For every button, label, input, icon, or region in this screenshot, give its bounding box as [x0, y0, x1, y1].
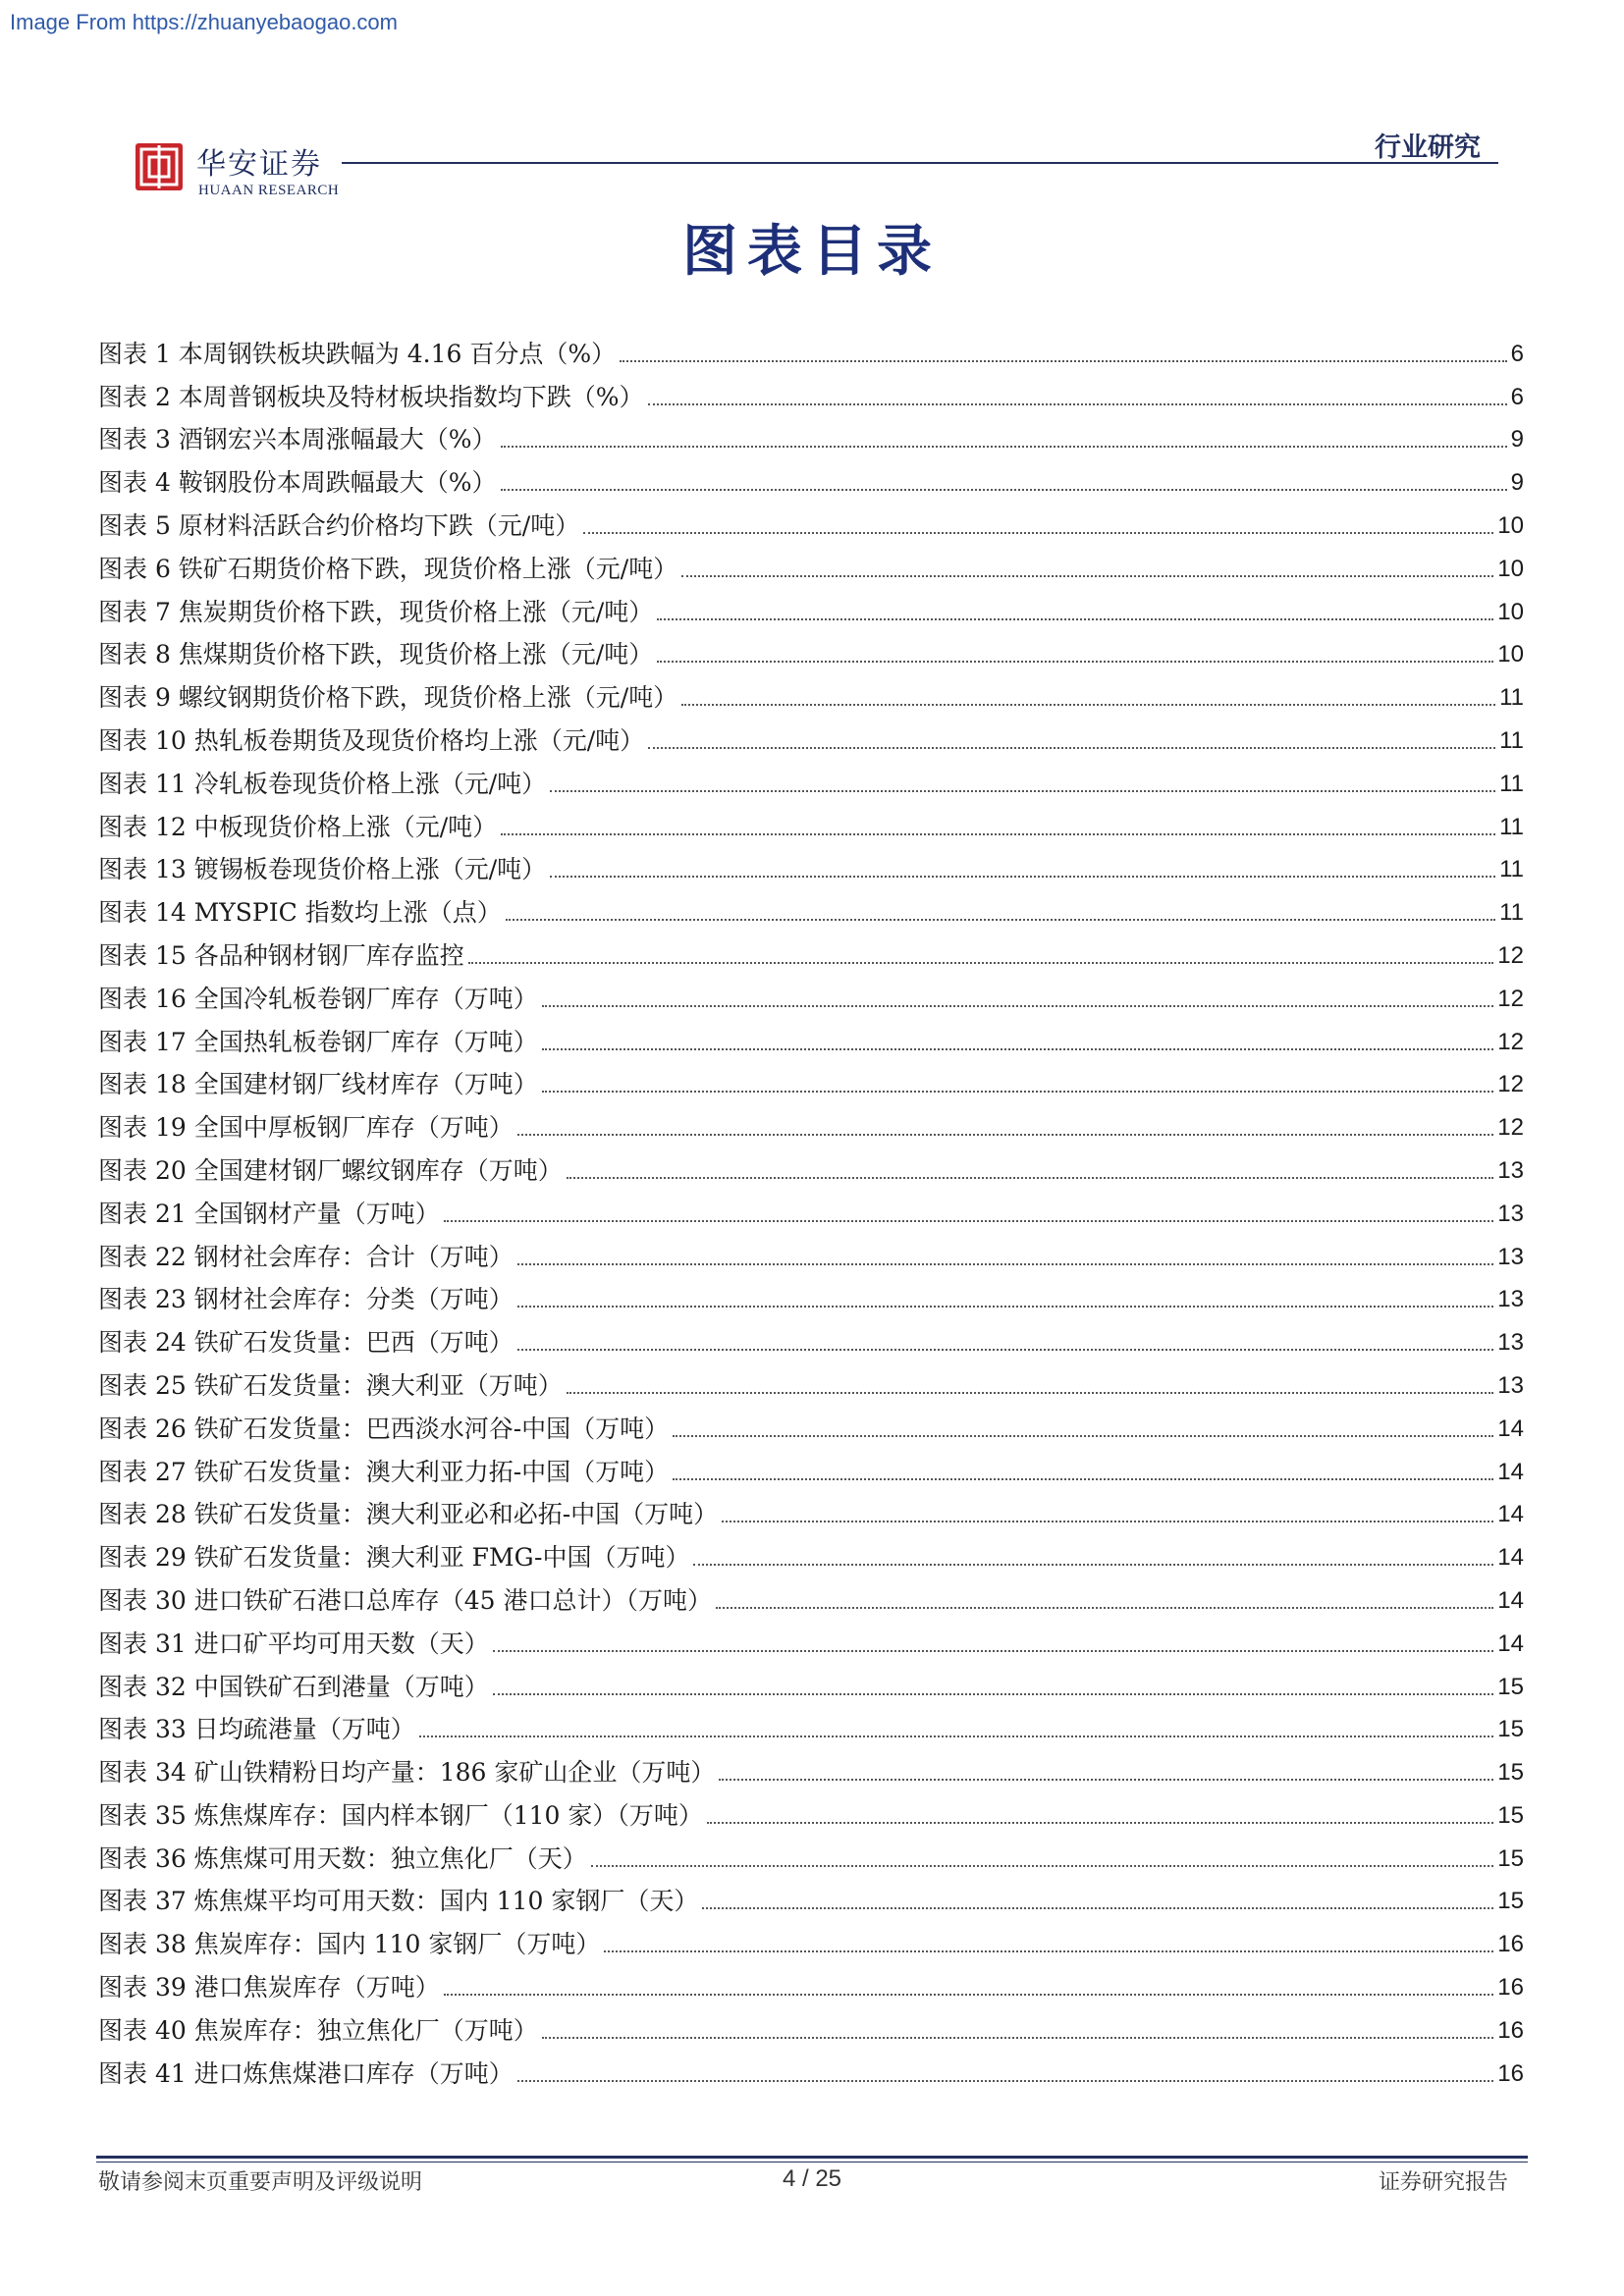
toc-entry[interactable]: [98, 671, 1524, 715]
toc-entry[interactable]: [98, 1274, 1524, 1317]
toc-leader-dots: [620, 360, 1507, 362]
toc-entry-label: 图表 35 炼焦煤库存：国内样本钢厂（110 家）（万吨）: [98, 1800, 703, 1830]
toc-leader-dots: [493, 1693, 1494, 1695]
toc-entry-label: 图表 15 各品种钢材钢厂库存监控: [98, 940, 464, 970]
toc-leader-dots: [693, 1564, 1493, 1566]
toc-entry-page: 12: [1497, 1114, 1524, 1142]
toc-entry[interactable]: [98, 930, 1524, 973]
toc-entry[interactable]: [98, 886, 1524, 930]
toc-leader-dots: [542, 2037, 1494, 2039]
toc-leader-dots: [681, 704, 1495, 706]
toc-entry-page: 13: [1497, 1286, 1524, 1313]
toc-entry-label: 图表 36 炼焦煤可用天数：独立焦化厂（天）: [98, 1843, 587, 1873]
toc-entry-page: 10: [1497, 555, 1524, 582]
toc-leader-dots: [604, 1950, 1493, 1952]
toc-entry-label: 图表 13 镀锡板卷现货价格上涨（元/吨）: [98, 855, 547, 884]
toc-leader-dots: [493, 1650, 1494, 1652]
toc-entry-page: 15: [1497, 1801, 1524, 1829]
toc-entry[interactable]: [98, 1918, 1524, 1961]
toc-entry-page: 16: [1497, 1931, 1524, 1958]
toc-entry-label: 图表 7 焦炭期货价格下跌，现货价格上涨（元/吨）: [98, 597, 654, 626]
toc-leader-dots: [702, 1907, 1493, 1909]
toc-leader-dots: [444, 1220, 1494, 1222]
toc-entry-label: 图表 10 热轧板卷期货及现货价格均上涨（元/吨）: [98, 725, 645, 755]
toc-leader-dots: [648, 403, 1507, 405]
toc-leader-dots: [517, 2080, 1494, 2082]
toc-entry-page: 13: [1497, 1243, 1524, 1270]
toc-entry-label: 图表 26 铁矿石发货量：巴西淡水河谷-中国（万吨）: [98, 1414, 670, 1443]
toc-leader-dots: [719, 1779, 1493, 1781]
toc-entry[interactable]: [98, 1059, 1524, 1102]
toc-leader-dots: [550, 876, 1495, 878]
header-divider: [342, 162, 1498, 164]
toc-entry-page: 13: [1497, 1156, 1524, 1184]
toc-entry-page: 14: [1497, 1458, 1524, 1485]
toc-entry-label: 图表 5 原材料活跃合约价格均下跌（元/吨）: [98, 510, 580, 540]
toc-leader-dots: [444, 1994, 1494, 1996]
toc-leader-dots: [681, 575, 1493, 577]
toc-entry-label: 图表 14 MYSPIC 指数均上涨（点）: [98, 898, 502, 928]
toc-entry-page: 6: [1510, 383, 1524, 410]
toc-entry[interactable]: [98, 715, 1524, 758]
toc-entry[interactable]: [98, 1231, 1524, 1274]
toc-entry-label: 图表 1 本周钢铁板块跌幅为 4.16 百分点（%）: [98, 339, 617, 368]
toc-entry-label: 图表 33 日均疏港量（万吨）: [98, 1715, 415, 1744]
toc-entry[interactable]: [98, 1489, 1524, 1532]
toc-entry-page: 11: [1499, 726, 1524, 754]
toc-entry-label: 图表 21 全国钢材产量（万吨）: [98, 1199, 440, 1228]
toc-leader-dots: [542, 1048, 1494, 1050]
toc-entry-label: 图表 34 矿山铁精粉日均产量：186 家矿山企业（万吨）: [98, 1758, 716, 1788]
toc-entry[interactable]: [98, 456, 1524, 500]
toc-entry-page: 14: [1497, 1501, 1524, 1528]
toc-entry-page: 15: [1497, 1844, 1524, 1872]
huaan-logo-icon: [135, 143, 183, 190]
toc-entry[interactable]: [98, 2004, 1524, 2048]
toc-entry-page: 9: [1510, 469, 1524, 497]
toc-entry[interactable]: [98, 973, 1524, 1016]
toc-entry-page: 15: [1497, 1759, 1524, 1787]
toc-entry-label: 图表 24 铁矿石发货量：巴西（万吨）: [98, 1328, 514, 1358]
toc-leader-dots: [657, 661, 1493, 663]
toc-leader-dots: [517, 1134, 1494, 1136]
toc-entry[interactable]: [98, 414, 1524, 457]
toc-entry[interactable]: [98, 500, 1524, 543]
toc-leader-dots: [567, 1177, 1494, 1179]
toc-entry-label: 图表 22 钢材社会库存：合计（万吨）: [98, 1242, 514, 1271]
toc-entry-page: 11: [1499, 813, 1524, 840]
toc-entry-page: 11: [1499, 770, 1524, 797]
toc-leader-dots: [501, 446, 1507, 448]
toc-entry[interactable]: [98, 801, 1524, 844]
brand-name-en: HUAAN RESEARCH: [198, 183, 340, 198]
toc-entry[interactable]: [98, 1101, 1524, 1145]
toc-entry[interactable]: [98, 543, 1524, 586]
toc-entry-label: 图表 20 全国建材钢厂螺纹钢库存（万吨）: [98, 1155, 563, 1185]
toc-entry-page: 11: [1499, 684, 1524, 712]
toc-entry[interactable]: [98, 1704, 1524, 1747]
toc-entry-label: 图表 17 全国热轧板卷钢厂库存（万吨）: [98, 1027, 538, 1056]
toc-entry-label: 图表 2 本周普钢板块及特材板块指数均下跌（%）: [98, 382, 644, 411]
toc-entry-label: 图表 19 全国中厚板钢厂库存（万吨）: [98, 1113, 514, 1143]
footer-divider-thin: [96, 2162, 1528, 2163]
source-watermark: Image From https://zhuanyebaogao.com: [10, 10, 398, 34]
toc-entry[interactable]: [98, 1575, 1524, 1618]
toc-entry-label: 图表 32 中国铁矿石到港量（万吨）: [98, 1672, 489, 1701]
toc-entry-page: 16: [1497, 2016, 1524, 2044]
toc-leader-dots: [517, 1349, 1494, 1351]
toc-entry-label: 图表 16 全国冷轧板卷钢厂库存（万吨）: [98, 984, 538, 1013]
toc-entry[interactable]: [98, 758, 1524, 801]
footer-report-type: 证券研究报告: [1378, 2170, 1508, 2195]
toc-leader-dots: [583, 532, 1493, 534]
toc-entry-label: 图表 9 螺纹钢期货价格下跌，现货价格上涨（元/吨）: [98, 683, 678, 713]
toc-leader-dots: [468, 962, 1494, 964]
toc-entry-label: 图表 6 铁矿石期货价格下跌，现货价格上涨（元/吨）: [98, 554, 678, 583]
toc-entry-label: 图表 28 铁矿石发货量：澳大利亚必和必拓-中国（万吨）: [98, 1500, 719, 1529]
toc-entry[interactable]: [98, 328, 1524, 371]
toc-entry-label: 图表 29 铁矿石发货量：澳大利亚 FMG-中国（万吨）: [98, 1543, 690, 1573]
toc-entry-page: 11: [1499, 899, 1524, 927]
toc-entry-page: 14: [1497, 1415, 1524, 1442]
toc-entry-label: 图表 40 焦炭库存：独立焦化厂（万吨）: [98, 2015, 538, 2045]
report-category: 行业研究: [1375, 133, 1481, 163]
toc-leader-dots: [501, 489, 1507, 491]
toc-entry-label: 图表 11 冷轧板卷现货价格上涨（元/吨）: [98, 769, 547, 798]
toc-entry[interactable]: [98, 1789, 1524, 1833]
toc-entry[interactable]: [98, 629, 1524, 672]
toc-entry-page: 14: [1497, 1586, 1524, 1614]
toc-leader-dots: [722, 1521, 1493, 1522]
toc-entry-label: 图表 23 钢材社会库存：分类（万吨）: [98, 1285, 514, 1314]
footer-divider: [96, 2156, 1528, 2159]
page-indicator: 4 / 25: [782, 2165, 842, 2192]
brand-name-cn: 华安证券: [196, 147, 322, 182]
figure-toc-list: [98, 328, 1524, 2091]
toc-entry-label: 图表 8 焦煤期货价格下跌，现货价格上涨（元/吨）: [98, 640, 654, 669]
toc-entry[interactable]: [98, 1618, 1524, 1661]
toc-entry[interactable]: [98, 1145, 1524, 1188]
toc-entry-label: 图表 39 港口焦炭库存（万吨）: [98, 1973, 440, 2002]
toc-leader-dots: [673, 1478, 1493, 1480]
toc-entry-label: 图表 3 酒钢宏兴本周涨幅最大（%）: [98, 425, 497, 454]
toc-entry[interactable]: [98, 1833, 1524, 1876]
toc-entry[interactable]: [98, 844, 1524, 887]
toc-entry-label: 图表 25 铁矿石发货量：澳大利亚（万吨）: [98, 1370, 563, 1400]
toc-entry-label: 图表 12 中板现货价格上涨（元/吨）: [98, 812, 498, 841]
toc-entry[interactable]: [98, 1661, 1524, 1704]
toc-leader-dots: [550, 790, 1495, 792]
toc-entry-page: 12: [1497, 1028, 1524, 1055]
footer-disclaimer: 敬请参阅末页重要声明及评级说明: [98, 2170, 423, 2195]
toc-leader-dots: [716, 1607, 1493, 1609]
toc-entry-page: 15: [1497, 1888, 1524, 1915]
toc-entry[interactable]: [98, 371, 1524, 414]
toc-entry[interactable]: [98, 1746, 1524, 1789]
toc-entry-page: 13: [1497, 1200, 1524, 1227]
toc-leader-dots: [707, 1822, 1493, 1824]
toc-entry[interactable]: [98, 1360, 1524, 1403]
toc-entry[interactable]: [98, 586, 1524, 629]
toc-entry[interactable]: [98, 1016, 1524, 1059]
toc-entry-label: 图表 30 进口铁矿石港口总库存（45 港口总计）（万吨）: [98, 1585, 712, 1615]
toc-entry-page: 16: [1497, 1974, 1524, 2002]
toc-entry-page: 15: [1497, 1673, 1524, 1700]
toc-leader-dots: [657, 618, 1493, 620]
toc-entry-page: 15: [1497, 1716, 1524, 1743]
toc-entry[interactable]: [98, 1961, 1524, 2004]
toc-entry-label: 图表 37 炼焦煤平均可用天数：国内 110 家钢厂（天）: [98, 1887, 699, 1916]
toc-leader-dots: [517, 1306, 1494, 1308]
toc-entry-page: 12: [1497, 941, 1524, 969]
toc-leader-dots: [567, 1392, 1494, 1394]
toc-entry-label: 图表 38 焦炭库存：国内 110 家钢厂（万吨）: [98, 1930, 601, 1959]
toc-entry[interactable]: [98, 1188, 1524, 1231]
toc-entry-page: 13: [1497, 1371, 1524, 1399]
toc-entry-page: 11: [1499, 856, 1524, 883]
toc-leader-dots: [506, 919, 1495, 921]
toc-entry-page: 14: [1497, 1629, 1524, 1657]
toc-entry-page: 10: [1497, 598, 1524, 625]
toc-entry-page: 10: [1497, 641, 1524, 668]
toc-entry-page: 9: [1510, 426, 1524, 454]
toc-leader-dots: [648, 747, 1495, 749]
toc-entry[interactable]: [98, 1403, 1524, 1446]
toc-leader-dots: [501, 833, 1495, 835]
toc-leader-dots: [542, 1091, 1494, 1093]
toc-entry[interactable]: [98, 1446, 1524, 1489]
toc-leader-dots: [419, 1735, 1494, 1737]
page-title: 图表目录: [682, 219, 942, 284]
toc-entry-label: 图表 31 进口矿平均可用天数（天）: [98, 1629, 489, 1658]
toc-leader-dots: [517, 1263, 1494, 1265]
toc-entry[interactable]: [98, 1876, 1524, 1919]
toc-entry[interactable]: [98, 1531, 1524, 1575]
toc-entry-label: 图表 18 全国建材钢厂线材库存（万吨）: [98, 1070, 538, 1099]
toc-entry-page: 12: [1497, 985, 1524, 1012]
toc-entry-page: 16: [1497, 2059, 1524, 2087]
toc-leader-dots: [591, 1865, 1494, 1867]
toc-entry-label: 图表 4 鞍钢股份本周跌幅最大（%）: [98, 468, 497, 498]
toc-entry-page: 14: [1497, 1544, 1524, 1572]
toc-entry[interactable]: [98, 1316, 1524, 1360]
toc-entry-page: 6: [1510, 340, 1524, 367]
toc-entry-page: 12: [1497, 1071, 1524, 1098]
toc-entry-label: 图表 27 铁矿石发货量：澳大利亚力拓-中国（万吨）: [98, 1457, 670, 1486]
toc-entry-label: 图表 41 进口炼焦煤港口库存（万吨）: [98, 2058, 514, 2088]
toc-entry[interactable]: [98, 2048, 1524, 2091]
toc-leader-dots: [673, 1435, 1493, 1437]
toc-entry-page: 13: [1497, 1329, 1524, 1357]
toc-leader-dots: [542, 1005, 1494, 1007]
toc-entry-page: 10: [1497, 511, 1524, 539]
